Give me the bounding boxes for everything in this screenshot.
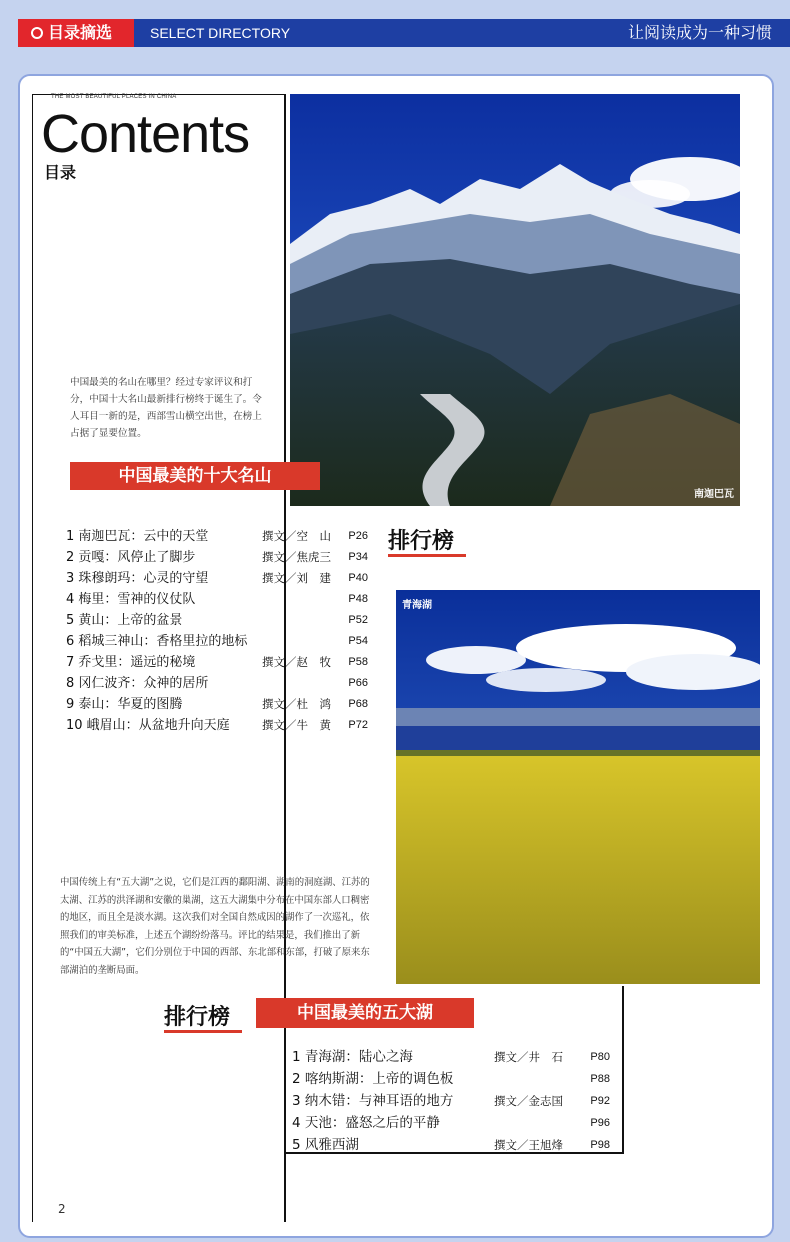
toc-row[interactable] bbox=[292, 1134, 614, 1156]
section-title-en: SELECT DIRECTORY bbox=[150, 25, 291, 41]
slogan: 让阅读成为一种习惯 bbox=[627, 23, 772, 42]
contents-title: Contents bbox=[41, 104, 250, 164]
toc-page: P54 bbox=[348, 635, 368, 647]
toc-author: 撰文／牛 黄 bbox=[262, 718, 331, 732]
toc-page: P88 bbox=[590, 1073, 610, 1085]
toc-row[interactable] bbox=[66, 673, 372, 694]
toc-page: P34 bbox=[348, 551, 368, 563]
magazine-frame bbox=[18, 74, 774, 1238]
toc-row[interactable] bbox=[292, 1112, 614, 1134]
rank-label-mountains: 排行榜 bbox=[388, 529, 455, 554]
toc-row[interactable] bbox=[66, 694, 372, 715]
toc-page: P52 bbox=[348, 614, 368, 626]
toc-author: 撰文／焦虎三 bbox=[262, 550, 331, 564]
qinghai-lake-image bbox=[396, 590, 760, 984]
section-tag bbox=[18, 19, 134, 47]
toc-title: 5 黄山：上帝的盆景 bbox=[66, 613, 183, 628]
toc-row[interactable] bbox=[66, 547, 372, 568]
toc-page: P40 bbox=[348, 572, 368, 584]
toc-title: 4 天池：盛怒之后的平静 bbox=[292, 1115, 440, 1131]
toc-row[interactable] bbox=[292, 1046, 614, 1068]
rank-underline bbox=[164, 1030, 242, 1033]
toc-title: 5 风雅西湖 bbox=[292, 1137, 359, 1153]
toc-page: P58 bbox=[348, 656, 368, 668]
toc-page: P48 bbox=[348, 593, 368, 605]
toc-title: 7 乔戈里：遥远的秘境 bbox=[66, 655, 196, 670]
mountain-photo bbox=[290, 94, 740, 506]
toc-page: P66 bbox=[348, 677, 368, 689]
lakes-banner bbox=[256, 998, 474, 1028]
mountains-banner bbox=[70, 462, 320, 490]
toc-author: 撰文／王旭烽 bbox=[494, 1138, 563, 1152]
toc-page: P72 bbox=[348, 719, 368, 731]
photo-caption: 青海湖 bbox=[402, 600, 432, 611]
toc-page: P80 bbox=[590, 1051, 610, 1063]
toc-row[interactable] bbox=[66, 568, 372, 589]
lakes-banner-text: 中国最美的五大湖 bbox=[297, 1003, 433, 1023]
rank-underline bbox=[388, 554, 466, 557]
toc-title: 9 泰山：华夏的图腾 bbox=[66, 697, 183, 712]
toc-title: 8 冈仁波齐：众神的居所 bbox=[66, 676, 209, 691]
toc-title: 10 峨眉山：从盆地升向天庭 bbox=[66, 718, 230, 733]
contents-cn: 目录 bbox=[44, 163, 77, 182]
rank-label-lakes: 排行榜 bbox=[164, 1005, 231, 1030]
toc-title: 3 纳木错：与神耳语的地方 bbox=[292, 1093, 454, 1109]
toc-row[interactable] bbox=[66, 631, 372, 652]
magazine-page bbox=[30, 82, 760, 1232]
toc-row[interactable] bbox=[66, 610, 372, 631]
mountains-toc bbox=[66, 526, 372, 736]
toc-row[interactable] bbox=[66, 589, 372, 610]
photo-caption: 南迦巴瓦 bbox=[694, 489, 734, 500]
lakes-toc bbox=[292, 1046, 614, 1156]
toc-title: 4 梅里：雪神的仪仗队 bbox=[66, 592, 196, 607]
toc-page: P26 bbox=[348, 530, 368, 542]
toc-page: P68 bbox=[348, 698, 368, 710]
running-head: THE MOST BEAUTIFUL PLACES IN CHINA bbox=[51, 94, 177, 100]
toc-author: 撰文／井 石 bbox=[494, 1050, 563, 1064]
mountains-banner-text: 中国最美的十大名山 bbox=[118, 466, 272, 486]
toc-title: 6 稻城三神山：香格里拉的地标 bbox=[66, 634, 248, 649]
toc-row[interactable] bbox=[292, 1090, 614, 1112]
toc-row[interactable] bbox=[66, 715, 372, 736]
toc-row[interactable] bbox=[66, 652, 372, 673]
toc-page: P96 bbox=[590, 1117, 610, 1129]
mountains-intro: 中国最美的名山在哪里？经过专家评议和打分，中国十大名山最新排行榜终于诞生了。令人耳目一新的是，西部雪山横空出世，在榜上占据了显要位置。 bbox=[70, 377, 262, 439]
toc-author: 撰文／金志国 bbox=[494, 1094, 563, 1108]
toc-row[interactable] bbox=[292, 1068, 614, 1090]
left-rule bbox=[32, 94, 33, 1222]
toc-title: 1 青海湖：陆心之海 bbox=[292, 1049, 413, 1065]
circle-icon bbox=[31, 27, 43, 39]
toc-title: 1 南迦巴瓦：云中的天堂 bbox=[66, 529, 209, 544]
lake-box-right-rule bbox=[622, 986, 624, 1154]
section-strip bbox=[134, 19, 790, 47]
toc-author: 撰文／刘 建 bbox=[262, 571, 331, 585]
toc-author: 撰文／杜 鸿 bbox=[262, 697, 331, 711]
toc-title: 2 喀纳斯湖：上帝的调色板 bbox=[292, 1071, 454, 1087]
toc-page: P92 bbox=[590, 1095, 610, 1107]
top-header bbox=[0, 0, 790, 66]
toc-author: 撰文／空 山 bbox=[262, 529, 331, 543]
toc-title: 3 珠穆朗玛：心灵的守望 bbox=[66, 571, 209, 586]
section-title-cn: 目录摘选 bbox=[48, 23, 113, 42]
toc-title: 2 贡嘎：风停止了脚步 bbox=[66, 550, 196, 565]
page-number: 2 bbox=[58, 1202, 66, 1216]
lakes-intro: 中国传统上有“五大湖”之说，它们是江西的鄱阳湖、湖南的洞庭湖、江苏的太湖、江苏的洪泽湖和安徽的巢湖，这五大湖集中分布在中国东部人口稠密的地区，而且全是淡水湖。这次我们对全国自然成因的湖作了一次巡礼，依照我们的审美标准，上述五个湖纷纷落马。评比的结果是，我们推出了新的“中国五大湖”，它们分别位于中国的西部、东北部和东部，打破了原来东部湖泊的垄断局面。 bbox=[60, 877, 370, 976]
toc-author: 撰文／赵 牧 bbox=[262, 655, 331, 669]
toc-row[interactable] bbox=[66, 526, 372, 547]
namcha-barwa-image bbox=[290, 94, 740, 506]
lake-photo bbox=[396, 590, 760, 984]
toc-page: P98 bbox=[590, 1139, 610, 1151]
